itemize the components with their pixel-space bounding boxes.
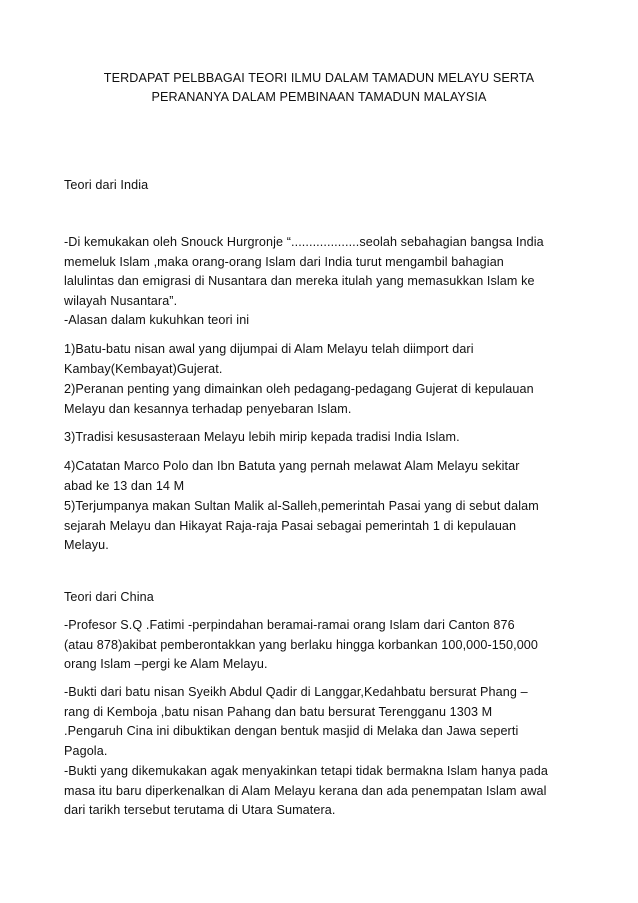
paragraph-india-reason-4: 4)Catatan Marco Polo dan Ibn Batuta yang pernah melawat Alam Melayu sekitar abad ke 13 dan 14 M [64,459,520,493]
section-heading-china: Teori dari China [64,590,154,604]
paragraph-china-2: -Bukti dari batu nisan Syeikh Abdul Qadir di Langgar,Kedahbatu bersurat Phang – rang di Kemboja ,batu nisan Pahang dan batu bersurat Terengganu 1303 M .Pengaruh Cina ini dibuktikan dengan bentuk masjid di Melaka dan Jawa seperti Pagola. [64,685,528,758]
paragraph-india-reason-5: 5)Terjumpanya makan Sultan Malik al-Salleh,pemerintah Pasai yang di sebut dalam sejarah Melayu dan Hikayat Raja-raja Pasai sebagai pemerintah 1 di kepulauan Melayu. [64,499,539,552]
paragraph-india-reason-3: 3)Tradisi kesusasteraan Melayu lebih mirip kepada tradisi India Islam. [64,430,460,444]
paragraph-india-reasons-heading: -Alasan dalam kukuhkan teori ini [64,313,250,327]
paragraph-india-reason-2: 2)Peranan penting yang dimainkan oleh pedagang-pedagang Gujerat di kepulauan Melayu dan kesannya terhadap penyebaran Islam. [64,382,534,416]
document-title: TERDAPAT PELBBAGAI TEORI ILMU DALAM TAMADUN MELAYU SERTA PERANANYA DALAM PEMBINAAN TAMADUN MALAYSIA [103,71,535,104]
paragraph-china-3: -Bukti yang dikemukakan agak menyakinkan tetapi tidak bermakna Islam hanya pada masa itu baru diperkenalkan di Alam Melayu kerana dan ada penempatan Islam awal dari tarikh tersebut terutama di Utara Sumatera. [64,764,548,817]
section-heading-india: Teori dari India [64,178,149,192]
paragraph-india-intro: -Di kemukakan oleh Snouck Hurgronje “...................seolah sebahagian bangsa India memeluk Islam ,maka orang-orang Islam dari India turut mengambil bahagian lalulintas dan emigrasi di Nusantara dan mereka itulah yang memasukkan Islam ke wilayah Nusantara”. [64,235,544,308]
paragraph-india-reason-1: 1)Batu-batu nisan awal yang dijumpai di Alam Melayu telah diimport dari Kambay(Kembayat)Gujerat. [64,342,474,376]
paragraph-china-1: -Profesor S.Q .Fatimi -perpindahan beramai-ramai orang Islam dari Canton 876 (atau 878)akibat pemberontakkan yang berlaku hingga korbankan 100,000-150,000 orang Islam –pergi ke Alam Melayu. [64,618,539,671]
